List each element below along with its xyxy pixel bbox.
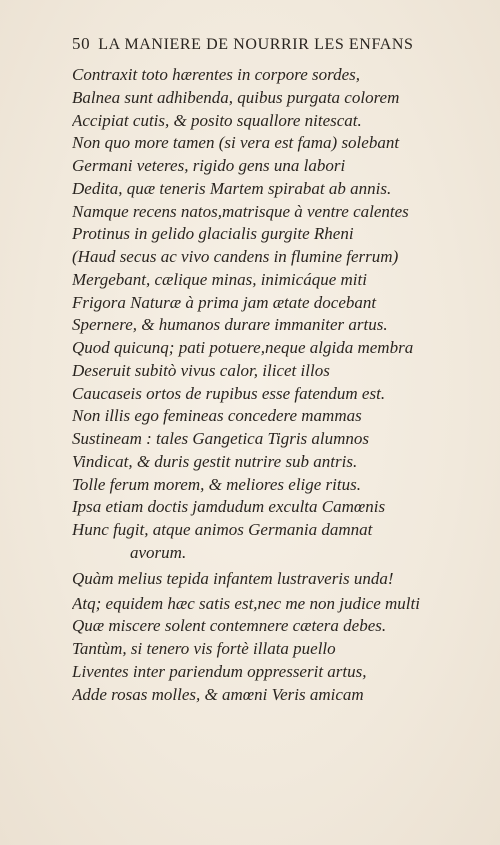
verse-line: Tolle ferum morem, & meliores elige ritus. <box>72 474 361 494</box>
verse-line: Caucaseis ortos de rupibus esse fatendum est. <box>72 383 386 403</box>
running-head <box>72 34 492 60</box>
verse-line: Namque recens natos,matrisque à ventre calentes <box>72 201 409 221</box>
verse-line: Vindicat, & duris gestit nutrire sub antris. <box>72 451 358 471</box>
verse-line: Dedita, quæ teneris Martem spirabat ab annis. <box>72 178 392 198</box>
verse-line: Quàm melius tepida infantem lustraveris unda! <box>72 568 394 588</box>
verse-line: Mergebant, cælique minas, inimicáque miti <box>72 269 367 289</box>
verse-line: Contraxit toto hærentes in corpore sordes, <box>72 65 361 84</box>
verse-line-continuation: avorum. <box>130 542 187 562</box>
verse-text <box>72 64 492 706</box>
verse-line: Accipiat cutis, & posito squallore nitescat. <box>72 110 362 130</box>
verse-line: Non illis ego femineas concedere mammas <box>72 406 362 426</box>
verse-line: Atq; equidem hæc satis est,nec me non judice multi <box>72 593 420 613</box>
page-number: 50 <box>72 34 91 53</box>
verse-line: (Haud secus ac vivo candens in flumine ferrum) <box>72 247 399 266</box>
verse-line: Protinus in gelido glacialis gurgite Rheni <box>72 224 354 244</box>
verse-line: Liventes inter pariendum oppresserit artus, <box>72 661 367 681</box>
verse-line: Hunc fugit, atque animos Germania damnat <box>72 520 373 539</box>
verse-line: Frigora Naturæ à prima jam ætate docebant <box>72 292 377 312</box>
verse-line: Quod quicunq; pati potuere,neque algida membra <box>72 338 414 357</box>
verse-line: Adde rosas molles, & amœni Veris amicam <box>72 684 364 704</box>
verse-line: Tantùm, si tenero vis fortè illata puello <box>72 639 336 658</box>
verse-line: Germani veteres, rigido gens una labori <box>72 156 346 175</box>
verse-line: Ipsa etiam doctis jamdudum exculta Camœnis <box>72 497 386 517</box>
verse-line: Deseruit subitò vivus calor, ilicet illos <box>72 360 330 380</box>
verse-line: Sustineam : tales Gangetica Tigris alumnos <box>72 429 370 448</box>
verse-line: Balnea sunt adhibenda, quibus purgata colorem <box>72 87 400 107</box>
running-head-title: LA MANIERE DE NOURRIR LES ENFANS <box>98 36 414 53</box>
verse-line: Non quo more tamen (si vera est fama) solebant <box>72 133 400 153</box>
verse-line: Quæ miscere solent contemnere cætera debes. <box>72 616 387 636</box>
verse-line: Spernere, & humanos durare immaniter artus. <box>72 315 388 335</box>
